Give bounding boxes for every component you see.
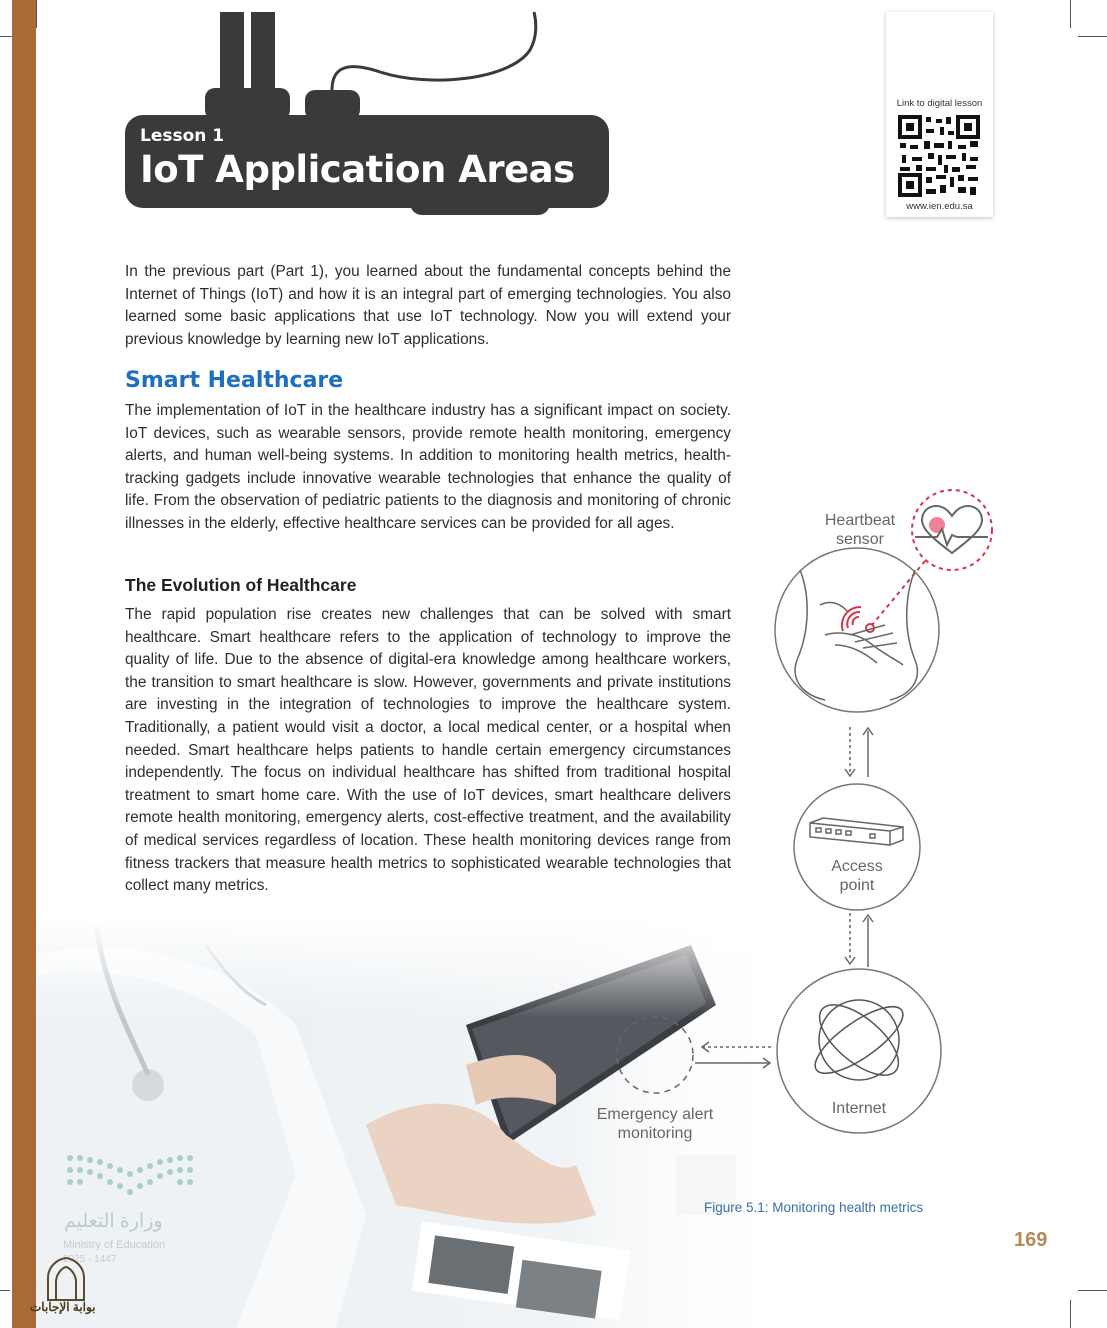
globe-icon	[806, 992, 912, 1087]
access-point-label: Access point	[831, 858, 883, 894]
crop-mark	[1078, 36, 1107, 37]
lesson-title: IoT Application Areas	[140, 148, 575, 191]
heartbeat-sensor-label: Heartbeat sensor	[824, 512, 896, 548]
section-heading-evolution: The Evolution of Healthcare	[125, 575, 357, 595]
watermark-emblem	[44, 1256, 88, 1302]
figure-caption: Figure 5.1: Monitoring health metrics	[704, 1200, 924, 1215]
intro-paragraph: In the previous part (Part 1), you learned about the fundamental concepts behind the Internet of Things (IoT) and how it is an integral part of emerging technologies. You also learned some basic applications that use IoT technology. Now you will extend your previous knowledge by learning new IoT applications.	[125, 263, 731, 348]
lesson-number: Lesson 1	[140, 126, 225, 146]
patient-chest-icon	[795, 570, 917, 700]
chapter-sidebar	[12, 0, 36, 1328]
ministry-arabic-name: وزارة التعليم	[64, 1211, 163, 1232]
qr-url[interactable]: www.ien.edu.sa	[906, 201, 973, 212]
ministry-dots-logo	[64, 1152, 199, 1197]
qr-code-icon[interactable]	[898, 115, 980, 197]
router-icon	[810, 818, 903, 845]
crop-mark	[1070, 1300, 1071, 1328]
digital-lesson-card[interactable]	[886, 12, 993, 217]
emergency-alert-label: Emergency alert monitoring	[596, 1106, 714, 1142]
watermark-text: بوابة الإجابات	[30, 1300, 96, 1314]
crop-mark	[36, 0, 37, 28]
crop-mark	[1078, 1290, 1107, 1291]
iot-health-diagram	[585, 485, 1005, 1165]
ministry-english-name: Ministry of Education	[63, 1239, 166, 1251]
internet-label: Internet	[831, 1100, 887, 1117]
crop-mark	[0, 1290, 10, 1291]
page-number: 169	[1014, 1229, 1048, 1251]
signal-waves-icon	[842, 607, 861, 631]
ministry-year: 2025 - 1447	[63, 1254, 117, 1265]
heart-icon	[915, 506, 988, 553]
evolution-paragraph: The rapid population rise creates new challenges that can be solved with smart healthcare. Smart healthcare refers to the application of technology to improve the quality of life. Due to the absence of digital-era knowledge among healthcare workers, the transition to smart healthcare is slow. However, governments and private institutions are investing in the integration of technologies to improve the healthcare system. Traditionally, a patient would visit a doctor, a local medical center, or a hospital when needed. Smart healthcare helps patients to handle certain emergency circumstances independently. The focus on individual healthcare has shifted from traditional hospital treatment to smart home care. With the use of IoT devices, smart healthcare delivers remote health monitoring, emergency alerts, cost-effective treatment, and the availability of medical services regardless of location. These health monitoring devices range from fitness trackers that measure health metrics to sophisticated wearable technologies that collect many metrics.	[125, 606, 731, 895]
emergency-alert-ring	[617, 1017, 693, 1093]
section-heading-smart-healthcare: Smart Healthcare	[125, 368, 344, 393]
smart-healthcare-paragraph: The implementation of IoT in the healthcare industry has a significant impact on society. IoT devices, such as wearable sensors, provide remote health monitoring, emergency alerts, and human well-being systems. In addition to monitoring health metrics, health-tracking gadgets include innovative wearable technologies that enhance the quality of life. From the observation of pediatric patients to the diagnosis and monitoring of chronic illnesses in the elderly, effective healthcare services can be provided for all ages.	[125, 402, 731, 532]
heartbeat-sensor-ring	[912, 490, 992, 570]
crop-mark	[1070, 0, 1071, 28]
qr-label: Link to digital lesson	[896, 98, 983, 109]
